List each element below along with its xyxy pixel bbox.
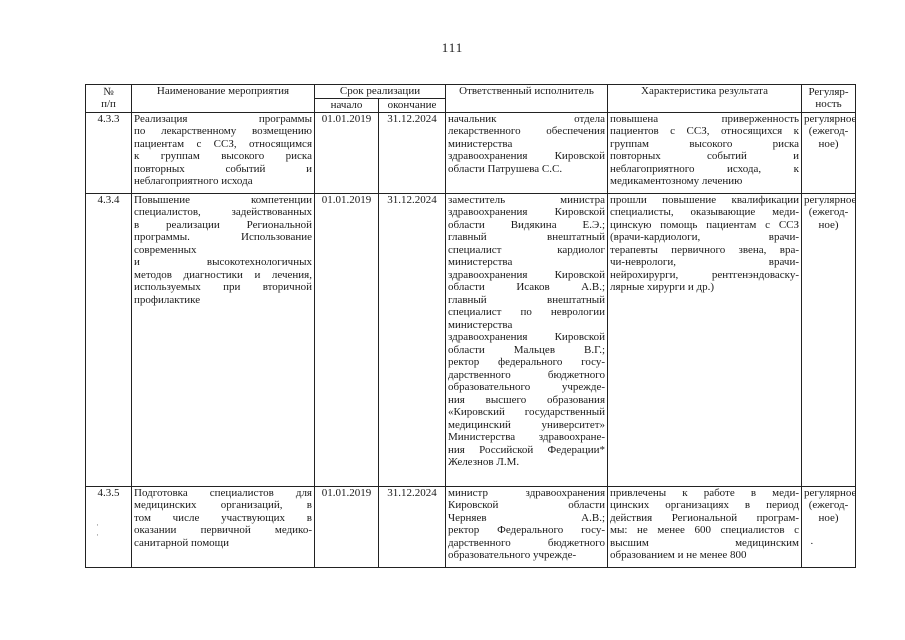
row-number: 4.3.5 [86,486,132,567]
header-regularity [802,85,856,113]
measure-name-line: современных [134,243,197,256]
measure-name-line: пациентам с ССЗ, относящимся [134,137,312,150]
start-date: 01.01.2019 [315,193,379,486]
page-number: 111 [441,40,464,55]
responsible-executor-line: области Патрушева С.С. [448,162,563,175]
result-description-line: прошли повышение квалификации [610,193,800,206]
measure-name-line: оказании первичной медико- [134,524,312,536]
measure-name-line: том числе участвующих в [134,511,312,524]
responsible-executor-line: области Исаков А.В.; [448,281,606,293]
measure-name-line: программы. Использование [134,231,312,243]
regularity-line: (ежегод- [808,125,849,137]
margin-dots: · · [96,520,99,540]
result-description-line: специалисты, оказывающие меди- [610,206,800,218]
regularity-line: регулярное [804,193,857,206]
responsible-executor-line: Кировской области [448,499,606,511]
start-date: 01.01.2019 [315,112,379,193]
result-description-line: нейрохирурги, рентгенэндоваску- [610,268,800,281]
regularity-line: (ежегод- [808,206,849,218]
row-number: 4.3.4 [86,193,132,486]
row-number: 4.3.3 [86,112,132,193]
header-result: Характеристика результата [608,85,802,113]
result-description [608,193,802,486]
measures-table [85,84,856,568]
regularity-line: ное) [818,137,839,150]
header-end: окончание [379,99,446,113]
measure-name [132,486,315,567]
regularity-line: ное) [818,511,839,524]
result-description-line: цинскую помощь пациентам с ССЗ [610,218,800,231]
responsible-executor-line: медицинский университет» [448,418,606,431]
responsible-executor-line: дарственного бюджетного [448,536,606,549]
responsible-executor-line: специалист кардиолог [448,243,606,256]
regularity [802,193,856,486]
regularity-line: ное) [818,218,839,231]
result-description-line: действия Региональной програм- [610,511,800,524]
responsible-executor-line: Министерства здравоохране- [448,431,606,443]
responsible-executor-line: здравоохранения Кировской [448,206,606,218]
start-date: 01.01.2019 [315,486,379,567]
result-description-line: мы: не менее 600 специалистов с [610,524,800,536]
measure-name-line: и высокотехнологичных [134,256,312,268]
responsible-executor-line: министр здравоохранения [448,486,606,499]
end-date: 31.12.2024 [379,193,446,486]
header-start: начало [315,99,379,113]
result-description-line: группам высокого риска [610,137,800,150]
header-executor: Ответственный исполнитель [446,85,608,113]
result-description-line: пациентов с ССЗ, относящихся к [610,125,800,137]
regularity-line: регулярное [804,486,857,499]
measure-name-line: специалистов, задействованных [134,206,312,218]
responsible-executor-line: лекарственного обеспечения [448,125,606,137]
table-row [86,112,856,193]
header-num [86,85,132,113]
result-description [608,486,802,567]
result-description [608,112,802,193]
responsible-executor-line: специалист по неврологии [448,306,606,318]
regularity-line: (ежегод- [808,499,849,511]
table-row [86,193,856,486]
responsible-executor-line: начальник отдела [448,112,606,125]
measure-name-line: Подготовка специалистов для [134,486,312,499]
measure-name-line: в реализации Региональной [134,218,312,231]
responsible-executor-line: образовательного учрежде- [448,549,577,561]
responsible-executor-line: министерства [448,318,513,331]
measure-name-line: санитарной помощи [134,536,230,549]
responsible-executor-line: здравоохранения Кировской [448,331,606,343]
responsible-executor-line: ректор федерального госу- [448,356,606,368]
result-description-line: терапевты первичного звена, вра- [610,243,800,256]
result-description-line: лярные хирурги и др.) [610,281,715,293]
result-description-line: привлечены к работе в меди- [610,486,800,499]
responsible-executor-line: главный внештатный [448,231,606,243]
responsible-executor-line: министерства [448,256,513,268]
measure-name-line: повторных событий и [134,162,312,175]
end-date: 31.12.2024 [379,112,446,193]
table-body [86,112,856,567]
measure-name-line: Повышение компетенции [134,193,312,206]
responsible-executor-line: здравоохранения Кировской [448,150,606,162]
measure-name [132,112,315,193]
result-description-line: повторных событий и [610,150,800,162]
regularity-mark: · [810,538,814,550]
result-description-line: неблагоприятного исхода, к [610,162,800,175]
result-description-line: медикаментозному лечению [610,175,743,187]
responsible-executor [446,486,608,567]
responsible-executor-line: заместитель министра [448,193,606,206]
responsible-executor-line: главный внештатный [448,293,606,306]
responsible-executor-line: дарственного бюджетного [448,368,606,381]
responsible-executor-line: Черняев А.В.; [448,511,606,524]
header-regularity-text: Регуляр- ность [808,85,849,111]
result-description-line: (врачи-кардиологи, врачи- [610,231,800,243]
responsible-executor-line: здравоохранения Кировской [448,268,606,281]
measure-name-line: профилактике [134,293,201,306]
table-row [86,486,856,567]
regularity [802,486,856,567]
measure-name-line: методов диагностики и лечения, [134,268,312,281]
responsible-executor-line: министерства [448,137,513,150]
header-name: Наименование мероприятия [132,85,315,113]
responsible-executor-line: ния Российской Федерации* [448,443,606,456]
responsible-executor-line: области Видякина Е.Э.; [448,218,606,231]
result-description-line: повышена приверженность [610,112,800,125]
responsible-executor-line: ния высшего образования [448,393,606,406]
measure-name-line: неблагоприятного исхода [134,175,253,187]
measure-name-line: используемых при вторичной [134,281,312,293]
measure-name-line: Реализация программы [134,112,312,125]
header-num-text: № п/п [101,85,116,111]
measure-name [132,193,315,486]
result-description-line: чи-неврологи, врачи- [610,256,800,268]
measure-name-line: к группам высокого риска [134,150,312,162]
result-description-line: высшим медицинским [610,536,800,549]
responsible-executor-line: Железнов Л.М. [448,456,520,468]
measure-name-line: по лекарственному возмещению [134,125,312,137]
responsible-executor [446,112,608,193]
responsible-executor-line: ректор Федерального госу- [448,524,606,536]
responsible-executor-line: «Кировский государственный [448,406,606,418]
responsible-executor [446,193,608,486]
result-description-line: цинских организациях в период [610,499,800,511]
result-description-line: образованием и не менее 800 [610,549,747,561]
measure-name-line: медицинских организаций, в [134,499,312,511]
responsible-executor-line: образовательного учрежде- [448,381,606,393]
regularity [802,112,856,193]
regularity-line: регулярное [804,112,857,125]
header-period: Срок реализации [315,85,446,99]
end-date: 31.12.2024 [379,486,446,567]
responsible-executor-line: области Мальцев В.Г.; [448,343,606,356]
